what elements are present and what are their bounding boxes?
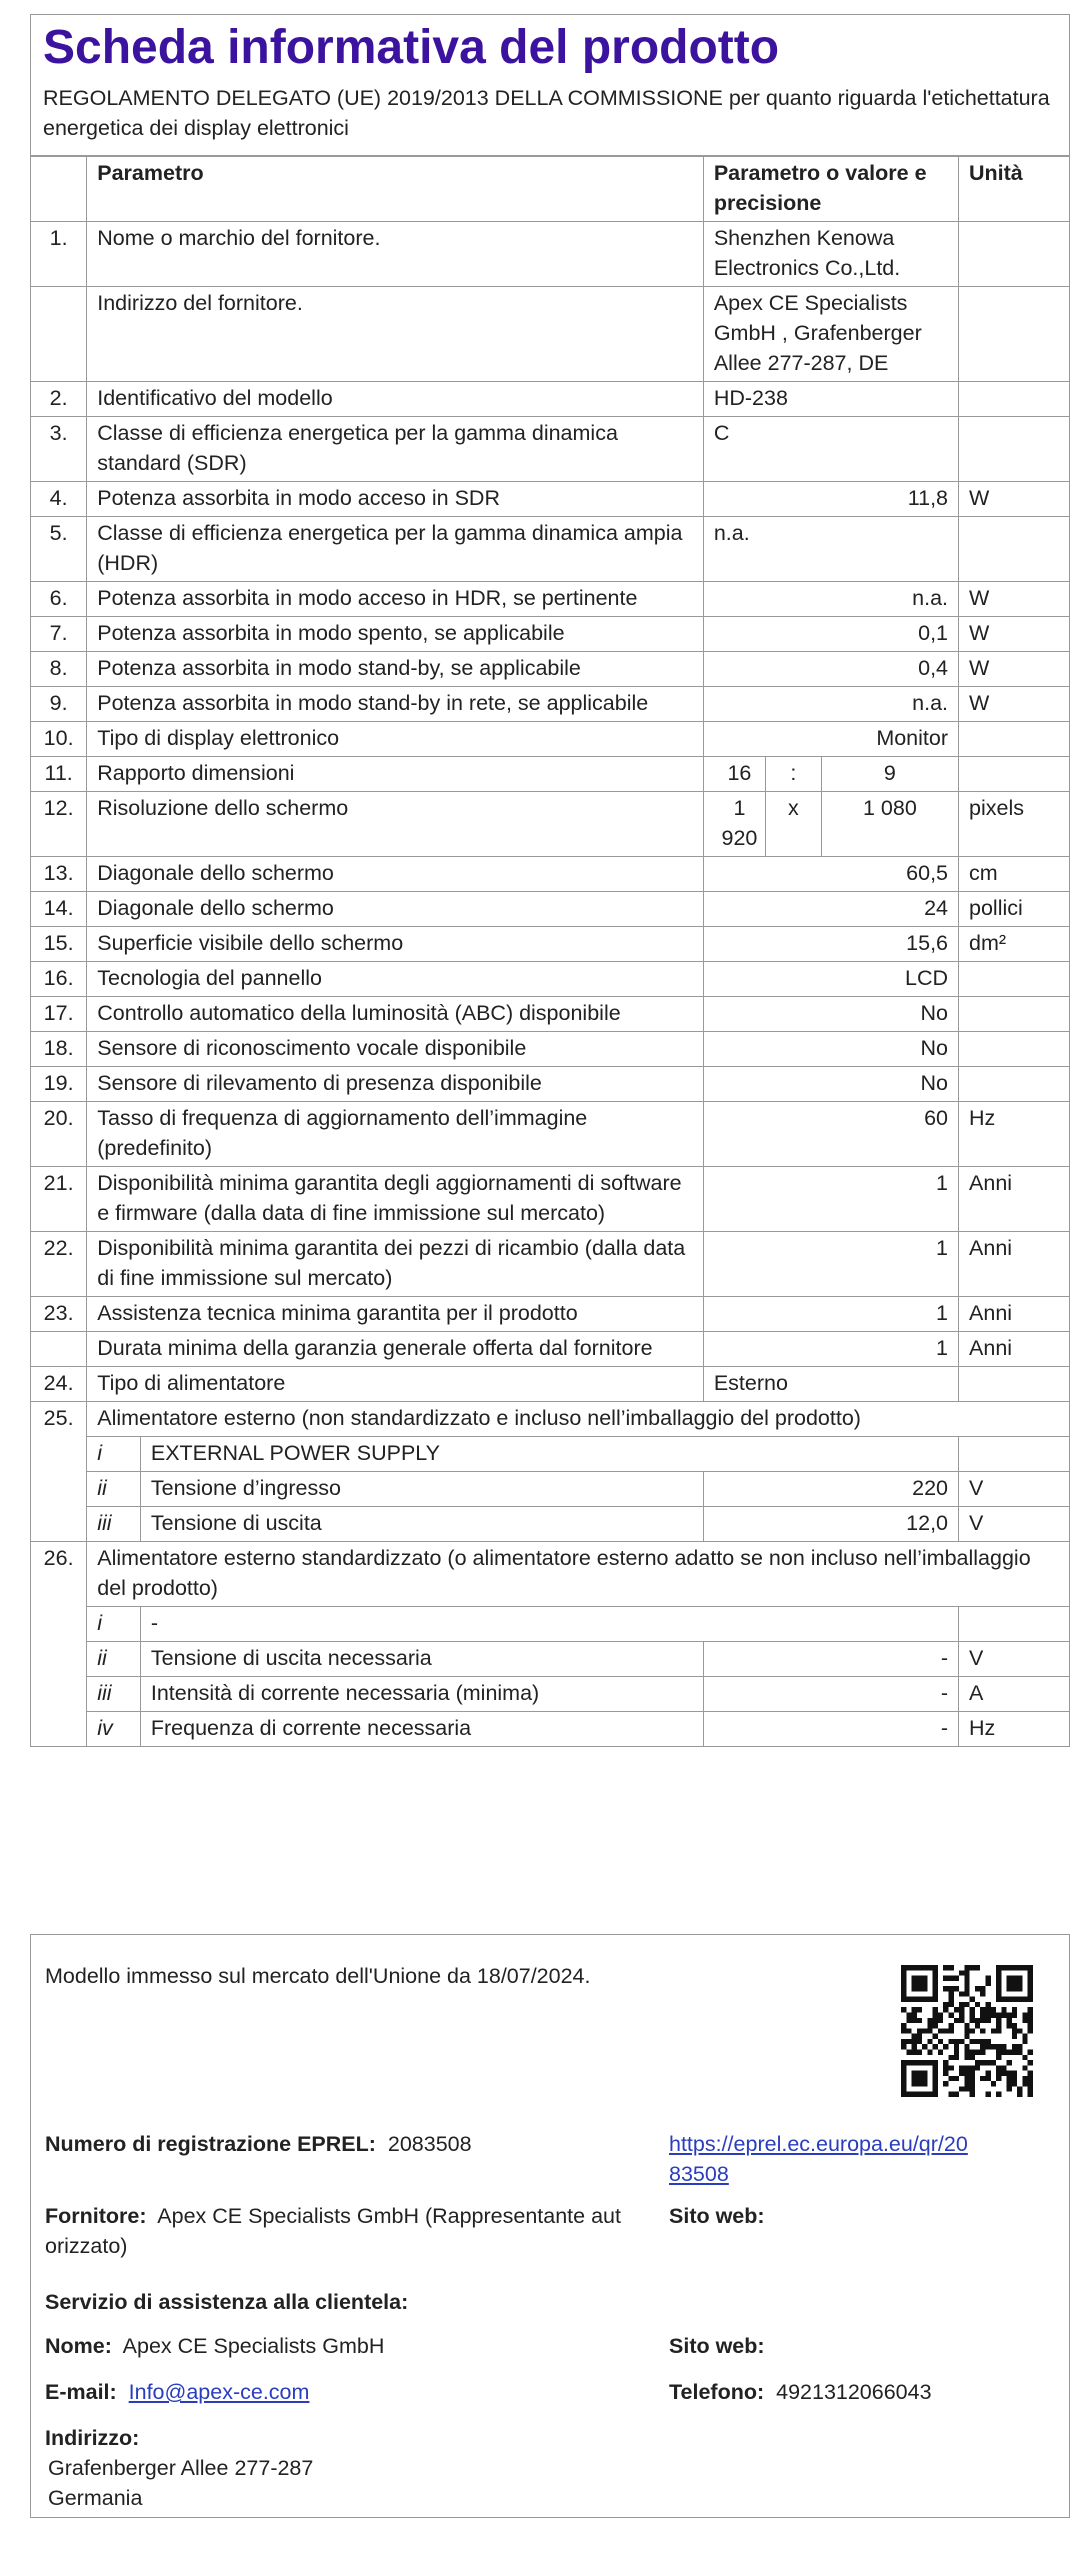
row-number: 24.	[31, 1367, 87, 1402]
row-number	[31, 1712, 87, 1747]
eprel-label: Numero di registrazione EPREL:	[45, 2132, 376, 2156]
row-unit: A	[959, 1677, 1069, 1712]
sub-index: i	[87, 1607, 141, 1642]
row-unit: W	[959, 482, 1069, 517]
row-value: n.a.	[703, 517, 958, 582]
support-name	[45, 2331, 384, 2361]
row-unit	[959, 722, 1069, 757]
row-unit	[959, 1367, 1069, 1402]
row-unit: Anni	[959, 1167, 1069, 1232]
name-value: Apex CE Specialists GmbH	[122, 2334, 385, 2358]
row-value-separator: x	[766, 792, 822, 857]
row-value-a: 16	[703, 757, 765, 792]
row-parameter: Tipo di display elettronico	[87, 722, 704, 757]
page-title: Scheda informativa del prodotto	[43, 21, 780, 74]
row-value-b: 1 080	[821, 792, 958, 857]
row-number: 21.	[31, 1167, 87, 1232]
table-row-r23b	[31, 1332, 1069, 1367]
row-number: 17.	[31, 997, 87, 1032]
row-unit: Hz	[959, 1712, 1069, 1747]
table-row-r8	[31, 652, 1069, 687]
row-unit: pixels	[959, 792, 1069, 857]
table-row-r6	[31, 582, 1069, 617]
row-parameter: Identificativo del modello	[87, 382, 704, 417]
table-row-r26	[31, 1542, 1069, 1607]
row-value: 60,5	[703, 857, 958, 892]
row-parameter: Sensore di riconoscimento vocale disponibile	[87, 1032, 704, 1067]
phone-value: 4921312066043	[776, 2380, 932, 2404]
row-parameter: Disponibilità minima garantita dei pezzi di ricambio (dalla data di fine immissione sul mercato)	[87, 1232, 704, 1297]
row-number: 16.	[31, 962, 87, 997]
supplier-value-1: Apex CE Specialists GmbH (Rappresentante aut	[157, 2204, 621, 2228]
email-link[interactable]: Info@apex-ce.com	[128, 2380, 310, 2404]
support-address	[45, 2423, 313, 2513]
row-number	[31, 1332, 87, 1367]
row-unit: Anni	[959, 1232, 1069, 1297]
row-parameter: Alimentatore esterno (non standardizzato e incluso nell’imballaggio del prodotto)	[87, 1402, 1069, 1437]
row-number: 12.	[31, 792, 87, 857]
sub-index: iii	[87, 1677, 141, 1712]
row-value: 0,4	[703, 652, 958, 687]
row-number: 13.	[31, 857, 87, 892]
row-unit: cm	[959, 857, 1069, 892]
row-value: 60	[703, 1102, 958, 1167]
table-row-r25i	[31, 1437, 1069, 1472]
row-value: 1	[703, 1332, 958, 1367]
row-value: No	[703, 1067, 958, 1102]
row-parameter: Potenza assorbita in modo stand-by in rete, se applicabile	[87, 687, 704, 722]
sub-index: ii	[87, 1642, 141, 1677]
row-number: 10.	[31, 722, 87, 757]
website-label-1: Sito web:	[669, 2204, 765, 2228]
row-number	[31, 1677, 87, 1712]
table-header-row	[31, 157, 1069, 222]
phone-label: Telefono:	[669, 2380, 765, 2404]
table-row-r19	[31, 1067, 1069, 1102]
table-row-r17	[31, 997, 1069, 1032]
header-number	[31, 157, 87, 222]
table-row-r26ii	[31, 1642, 1069, 1677]
table-row-r25	[31, 1402, 1069, 1437]
row-number	[31, 1437, 87, 1472]
row-unit: V	[959, 1507, 1069, 1542]
row-parameter: Potenza assorbita in modo stand-by, se applicabile	[87, 652, 704, 687]
row-parameter: Classe di efficienza energetica per la gamma dinamica ampia (HDR)	[87, 517, 704, 582]
table-row-r26i	[31, 1607, 1069, 1642]
row-value: No	[703, 1032, 958, 1067]
row-unit: W	[959, 582, 1069, 617]
row-value: 15,6	[703, 927, 958, 962]
row-parameter: Nome o marchio del fornitore.	[87, 222, 704, 287]
table-row-r12	[31, 792, 1069, 857]
support-heading: Servizio di assistenza alla clientela:	[45, 2290, 409, 2314]
row-number: 9.	[31, 687, 87, 722]
row-unit	[959, 997, 1069, 1032]
table-row-r21	[31, 1167, 1069, 1232]
header-value: Parametro o valore e precisione	[703, 157, 958, 222]
row-unit: W	[959, 652, 1069, 687]
row-value: n.a.	[703, 687, 958, 722]
row-value: 1	[703, 1232, 958, 1297]
row-value-separator: :	[766, 757, 822, 792]
row-value: C	[703, 417, 958, 482]
row-parameter: Disponibilità minima garantita degli aggiornamenti di software e firmware (dalla data di fine immissione sul mercato)	[87, 1167, 704, 1232]
row-unit: Hz	[959, 1102, 1069, 1167]
row-parameter: Tasso di frequenza di aggiornamento dell’immagine (predefinito)	[87, 1102, 704, 1167]
table-row-r16	[31, 962, 1069, 997]
sub-index: ii	[87, 1472, 141, 1507]
row-unit: V	[959, 1642, 1069, 1677]
row-parameter: Potenza assorbita in modo acceso in SDR	[87, 482, 704, 517]
table-row-r1b	[31, 287, 1069, 382]
website-label-2: Sito web:	[669, 2334, 765, 2358]
row-value: 0,1	[703, 617, 958, 652]
row-number	[31, 1472, 87, 1507]
table-row-r4	[31, 482, 1069, 517]
row-unit	[959, 382, 1069, 417]
row-unit	[959, 1437, 1069, 1472]
supplier-value-2: orizzato)	[45, 2234, 128, 2258]
table-row-r5	[31, 517, 1069, 582]
row-unit: Anni	[959, 1332, 1069, 1367]
row-number: 18.	[31, 1032, 87, 1067]
row-number: 8.	[31, 652, 87, 687]
row-number: 20.	[31, 1102, 87, 1167]
row-number	[31, 1607, 87, 1642]
row-value: 24	[703, 892, 958, 927]
row-unit	[959, 517, 1069, 582]
row-parameter: Rapporto dimensioni	[87, 757, 704, 792]
row-unit	[959, 287, 1069, 382]
row-unit: V	[959, 1472, 1069, 1507]
row-parameter: Risoluzione dello schermo	[87, 792, 704, 857]
sub-value: -	[703, 1642, 958, 1677]
row-number: 6.	[31, 582, 87, 617]
table-row-r10	[31, 722, 1069, 757]
row-parameter: Tecnologia del pannello	[87, 962, 704, 997]
row-number: 19.	[31, 1067, 87, 1102]
row-unit	[959, 1607, 1069, 1642]
sub-value: -	[703, 1677, 958, 1712]
row-parameter: Potenza assorbita in modo spento, se applicabile	[87, 617, 704, 652]
sub-index: iv	[87, 1712, 141, 1747]
row-number: 22.	[31, 1232, 87, 1297]
row-value: 1	[703, 1167, 958, 1232]
table-row-r26iii	[31, 1677, 1069, 1712]
regulation-subtitle: REGOLAMENTO DELEGATO (UE) 2019/2013 DELLA COMMISSIONE per quanto riguarda l'etichettatura energetica dei display elettronici	[31, 77, 1069, 156]
sub-value: 12,0	[703, 1507, 958, 1542]
address-line-2: Germania	[48, 2486, 143, 2510]
row-unit	[959, 222, 1069, 287]
row-number: 23.	[31, 1297, 87, 1332]
row-unit	[959, 417, 1069, 482]
row-number: 2.	[31, 382, 87, 417]
sub-parameter: Tensione di uscita	[140, 1507, 703, 1542]
table-row-r1a	[31, 222, 1069, 287]
row-number: 26.	[31, 1542, 87, 1607]
row-value: Monitor	[703, 722, 958, 757]
row-number: 7.	[31, 617, 87, 652]
row-unit: pollici	[959, 892, 1069, 927]
address-label: Indirizzo:	[45, 2426, 140, 2450]
eprel-registration	[45, 2129, 472, 2159]
supplier-info	[45, 2201, 665, 2261]
email-label: E-mail:	[45, 2380, 117, 2404]
row-parameter: Sensore di rilevamento di presenza disponibile	[87, 1067, 704, 1102]
table-row-r22	[31, 1232, 1069, 1297]
row-number: 5.	[31, 517, 87, 582]
row-number: 1.	[31, 222, 87, 287]
row-parameter: Indirizzo del fornitore.	[87, 287, 704, 382]
row-value: n.a.	[703, 582, 958, 617]
row-value: Shenzhen Kenowa Electronics Co.,Ltd.	[703, 222, 958, 287]
row-unit: W	[959, 617, 1069, 652]
table-row-r13	[31, 857, 1069, 892]
row-unit	[959, 1032, 1069, 1067]
supplier-label: Fornitore:	[45, 2204, 147, 2228]
row-parameter: Diagonale dello schermo	[87, 892, 704, 927]
row-number: 25.	[31, 1402, 87, 1437]
row-unit	[959, 757, 1069, 792]
support-email	[45, 2377, 309, 2407]
row-value-a: 1 920	[703, 792, 765, 857]
address-line-1: Grafenberger Allee 277-287	[48, 2456, 314, 2480]
row-parameter: Classe di efficienza energetica per la gamma dinamica standard (SDR)	[87, 417, 704, 482]
table-row-r11	[31, 757, 1069, 792]
eprel-link[interactable]: https://eprel.ec.europa.eu/qr/20 83508	[669, 2132, 968, 2186]
row-value: 11,8	[703, 482, 958, 517]
table-row-r25ii	[31, 1472, 1069, 1507]
table-row-r15	[31, 927, 1069, 962]
row-value: HD-238	[703, 382, 958, 417]
row-unit: Anni	[959, 1297, 1069, 1332]
header-unit: Unità	[959, 157, 1069, 222]
table-row-r20	[31, 1102, 1069, 1167]
sub-parameter: -	[140, 1607, 958, 1642]
qr-code-icon[interactable]	[901, 1965, 1033, 2097]
table-row-r24	[31, 1367, 1069, 1402]
table-row-r26iv	[31, 1712, 1069, 1747]
table-row-r18	[31, 1032, 1069, 1067]
row-parameter: Potenza assorbita in modo acceso in HDR, se pertinente	[87, 582, 704, 617]
sub-parameter: Tensione d’ingresso	[140, 1472, 703, 1507]
eprel-link-block	[669, 2129, 968, 2189]
row-number	[31, 1642, 87, 1677]
row-unit	[959, 1067, 1069, 1102]
support-phone	[669, 2377, 932, 2407]
row-parameter: Durata minima della garanzia generale offerta dal fornitore	[87, 1332, 704, 1367]
sub-value: 220	[703, 1472, 958, 1507]
row-unit	[959, 962, 1069, 997]
row-parameter: Alimentatore esterno standardizzato (o alimentatore esterno adatto se non incluso nell’imballaggio del prodotto)	[87, 1542, 1069, 1607]
row-unit: W	[959, 687, 1069, 722]
row-value: Esterno	[703, 1367, 958, 1402]
name-label: Nome:	[45, 2334, 112, 2358]
sub-parameter: Intensità di corrente necessaria (minima)	[140, 1677, 703, 1712]
row-parameter: Controllo automatico della luminosità (ABC) disponibile	[87, 997, 704, 1032]
row-unit: dm²	[959, 927, 1069, 962]
spec-table	[31, 156, 1069, 1746]
row-number	[31, 1507, 87, 1542]
sub-parameter: Frequenza di corrente necessaria	[140, 1712, 703, 1747]
table-row-r7	[31, 617, 1069, 652]
row-number: 15.	[31, 927, 87, 962]
row-value-b: 9	[821, 757, 958, 792]
sub-index: iii	[87, 1507, 141, 1542]
row-value: LCD	[703, 962, 958, 997]
table-row-r25iii	[31, 1507, 1069, 1542]
product-info-sheet	[30, 14, 1070, 1747]
row-parameter: Superficie visibile dello schermo	[87, 927, 704, 962]
row-number	[31, 287, 87, 382]
sub-parameter: EXTERNAL POWER SUPPLY	[140, 1437, 958, 1472]
header-parameter: Parametro	[87, 157, 704, 222]
row-number: 11.	[31, 757, 87, 792]
row-parameter: Assistenza tecnica minima garantita per il prodotto	[87, 1297, 704, 1332]
sub-index: i	[87, 1437, 141, 1472]
table-row-r9	[31, 687, 1069, 722]
market-date-text: Modello immesso sul mercato dell'Unione da 18/07/2024.	[45, 1964, 591, 1988]
row-number: 3.	[31, 417, 87, 482]
table-row-r14	[31, 892, 1069, 927]
row-number: 4.	[31, 482, 87, 517]
row-value: Apex CE Specialists GmbH , Grafenberger Allee 277-287, DE	[703, 287, 958, 382]
row-value: No	[703, 997, 958, 1032]
row-value: 1	[703, 1297, 958, 1332]
sub-parameter: Tensione di uscita necessaria	[140, 1642, 703, 1677]
eprel-number: 2083508	[387, 2132, 472, 2156]
row-parameter: Tipo di alimentatore	[87, 1367, 704, 1402]
table-row-r23a	[31, 1297, 1069, 1332]
table-row-r3	[31, 417, 1069, 482]
row-number: 14.	[31, 892, 87, 927]
footer-box	[30, 1934, 1070, 2518]
table-row-r2	[31, 382, 1069, 417]
sub-value: -	[703, 1712, 958, 1747]
row-parameter: Diagonale dello schermo	[87, 857, 704, 892]
